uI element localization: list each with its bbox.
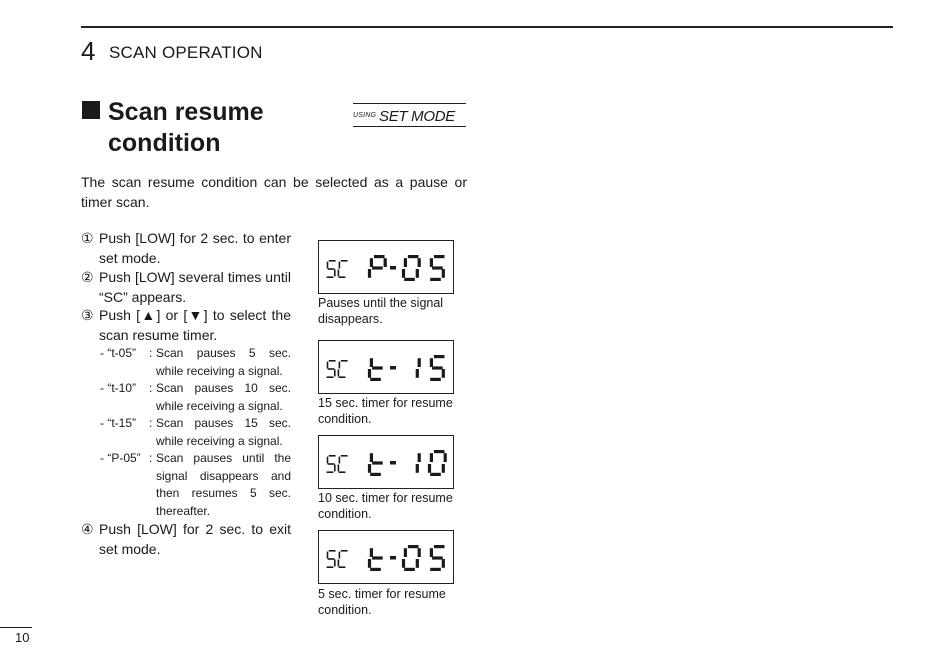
lcd-segment [339, 457, 341, 464]
lcd-segment [404, 278, 415, 281]
lcd-segment [430, 568, 441, 571]
lcd-segment [442, 369, 445, 378]
display-caption: Pauses until the signal disappears. [318, 296, 444, 326]
using-label: USING [353, 112, 377, 119]
lcd-segment [370, 453, 373, 462]
lcd-segment [370, 473, 381, 476]
lcd-segment [327, 552, 329, 559]
lcd-segment [442, 269, 445, 278]
lcd-segment [334, 465, 336, 472]
set-mode-label: SET MODE [379, 108, 455, 125]
lcd-segment [408, 255, 419, 258]
option-desc: Scan pauses 10 sec. while receiving a signal. [156, 381, 291, 413]
display-caption: 5 sec. timer for resume condition. [318, 587, 446, 617]
lcd-segment [416, 464, 419, 473]
lcd-segment [328, 268, 335, 270]
lcd-segment [430, 548, 433, 557]
lcd-segment [370, 358, 373, 367]
step-2 [81, 268, 291, 307]
lcd-segment [432, 366, 443, 369]
lcd-segment [428, 464, 431, 473]
lcd-segment [329, 260, 336, 262]
lcd-segments [319, 531, 453, 583]
lcd-segment [442, 464, 445, 473]
lcd-segment [442, 559, 445, 568]
option-key: - “t-05” [100, 346, 136, 360]
lcd-segment [416, 269, 419, 278]
lcd-segment [372, 556, 383, 559]
lcd-segment [372, 266, 383, 269]
lcd-segment [329, 455, 336, 457]
lcd-segment [334, 560, 336, 567]
lcd-segment [370, 258, 373, 267]
lcd-segment [339, 276, 346, 278]
option-colon: : [149, 451, 153, 465]
lcd-segment [328, 368, 335, 370]
display-caption: 10 sec. timer for resume condition. [318, 491, 453, 521]
lcd-segment [390, 366, 396, 370]
lcd-segment [327, 376, 334, 378]
lcd-segment [432, 556, 443, 559]
lcd-segment [339, 471, 346, 473]
lcd-display-t15 [318, 340, 454, 394]
lcd-segment [390, 266, 396, 270]
using-set-mode-tag [353, 103, 466, 127]
option-colon: : [149, 381, 153, 395]
lcd-display-p05 [318, 240, 454, 294]
lcd-segment [370, 548, 373, 557]
lcd-segment [418, 358, 421, 367]
option-colon: : [149, 346, 153, 360]
lcd-segment [334, 370, 336, 377]
lcd-segment [390, 461, 396, 465]
lcd-segment [327, 262, 329, 269]
lcd-display-t05 [318, 530, 454, 584]
step-text: Push [LOW] several times until “SC” appears. [99, 269, 291, 305]
lcd-segment [338, 465, 340, 472]
section-bullet-square-icon [82, 101, 100, 119]
lcd-segment [370, 568, 381, 571]
lcd-segment [334, 270, 336, 277]
lcd-segment [404, 258, 407, 267]
option-key: - “t-10” [100, 381, 136, 395]
lcd-segment [339, 552, 341, 559]
option-key: - “P-05” [100, 451, 141, 465]
option-desc: Scan pauses 5 sec. while receiving a signal. [156, 346, 291, 378]
lcd-segment [402, 269, 405, 278]
display-caption: 15 sec. timer for resume condition. [318, 396, 453, 426]
section-title [108, 97, 328, 159]
step-text: Push [LOW] for 2 sec. to enter set mode. [99, 230, 291, 266]
option-t10 [100, 380, 291, 415]
lcd-segment [404, 548, 407, 557]
lcd-segment [430, 258, 433, 267]
lcd-segment [418, 453, 421, 462]
lcd-segment [328, 558, 335, 560]
lcd-segment [368, 559, 371, 568]
option-key: - “t-15” [100, 416, 136, 430]
lcd-segment [341, 360, 348, 362]
lcd-segment [434, 355, 445, 358]
lcd-segments [319, 241, 453, 293]
lcd-segment [329, 360, 336, 362]
lcd-segment [416, 559, 419, 568]
chapter-title: SCAN OPERATION [109, 43, 263, 62]
step-text: Push [LOW] for 2 sec. to exit set mode. [99, 521, 291, 557]
lcd-segment [372, 461, 383, 464]
lcd-segment [339, 566, 346, 568]
chapter-number: 4 [81, 36, 96, 66]
lcd-segment [341, 260, 348, 262]
lcd-segment [402, 559, 405, 568]
lcd-segment [430, 358, 433, 367]
lcd-segment [432, 266, 443, 269]
lcd-segment [430, 378, 441, 381]
lcd-segment [430, 453, 433, 462]
lcd-segment [368, 369, 371, 378]
lcd-segment [338, 560, 340, 567]
lcd-segment [339, 376, 346, 378]
lcd-segment [404, 568, 415, 571]
step-number: ③ [81, 307, 94, 323]
lcd-segment [368, 464, 371, 473]
lcd-segment [434, 255, 445, 258]
lcd-segment [390, 556, 396, 560]
lcd-segment [430, 473, 441, 476]
lcd-segment [418, 548, 421, 557]
option-desc: Scan pauses 15 sec. while receiving a signal. [156, 416, 291, 448]
step-3 [81, 306, 291, 345]
lcd-segment [408, 545, 419, 548]
lcd-segment [374, 255, 385, 258]
lcd-segment [341, 550, 348, 552]
lcd-segment [338, 270, 340, 277]
lcd-segment [338, 370, 340, 377]
option-t05 [100, 345, 291, 380]
header-rule [81, 26, 893, 28]
option-desc: Scan pauses until the signal disappears and then resumes 5 sec. thereafter. [156, 451, 291, 518]
step-4 [81, 520, 291, 559]
lcd-segment [341, 455, 348, 457]
page-number-rule [0, 627, 32, 628]
section-title-line2: condition [108, 129, 221, 157]
lcd-segment [384, 258, 387, 267]
lcd-segment [327, 362, 329, 369]
lcd-segments [319, 341, 453, 393]
step-number: ② [81, 269, 94, 285]
step-number: ④ [81, 521, 94, 537]
lcd-segment [328, 463, 335, 465]
step-text: Push [▲] or [▼] to select the scan resume timer. [99, 307, 291, 343]
option-colon: : [149, 416, 153, 430]
lcd-display-t10 [318, 435, 454, 489]
step-1 [81, 229, 291, 268]
lcd-segment [418, 258, 421, 267]
page-number: 10 [15, 630, 30, 645]
lcd-segment [416, 369, 419, 378]
option-p05 [100, 450, 291, 520]
lcd-segment [339, 362, 341, 369]
lcd-segment [327, 276, 334, 278]
lcd-segment [327, 471, 334, 473]
lcd-segment [339, 262, 341, 269]
lcd-segment [329, 550, 336, 552]
lcd-segments [319, 436, 453, 488]
step-number: ① [81, 230, 94, 246]
lcd-segment [370, 378, 381, 381]
lcd-segment [434, 545, 445, 548]
lcd-segment [372, 366, 383, 369]
lcd-segment [434, 450, 445, 453]
section-title-line1: Scan resume [108, 98, 264, 126]
lcd-segment [444, 453, 447, 462]
option-t15 [100, 415, 291, 450]
intro-paragraph: The scan resume condition can be selected as a pause or timer scan. [81, 174, 467, 210]
lcd-segment [430, 278, 441, 281]
lcd-segment [327, 566, 334, 568]
lcd-segment [327, 457, 329, 464]
lcd-segment [368, 269, 371, 278]
